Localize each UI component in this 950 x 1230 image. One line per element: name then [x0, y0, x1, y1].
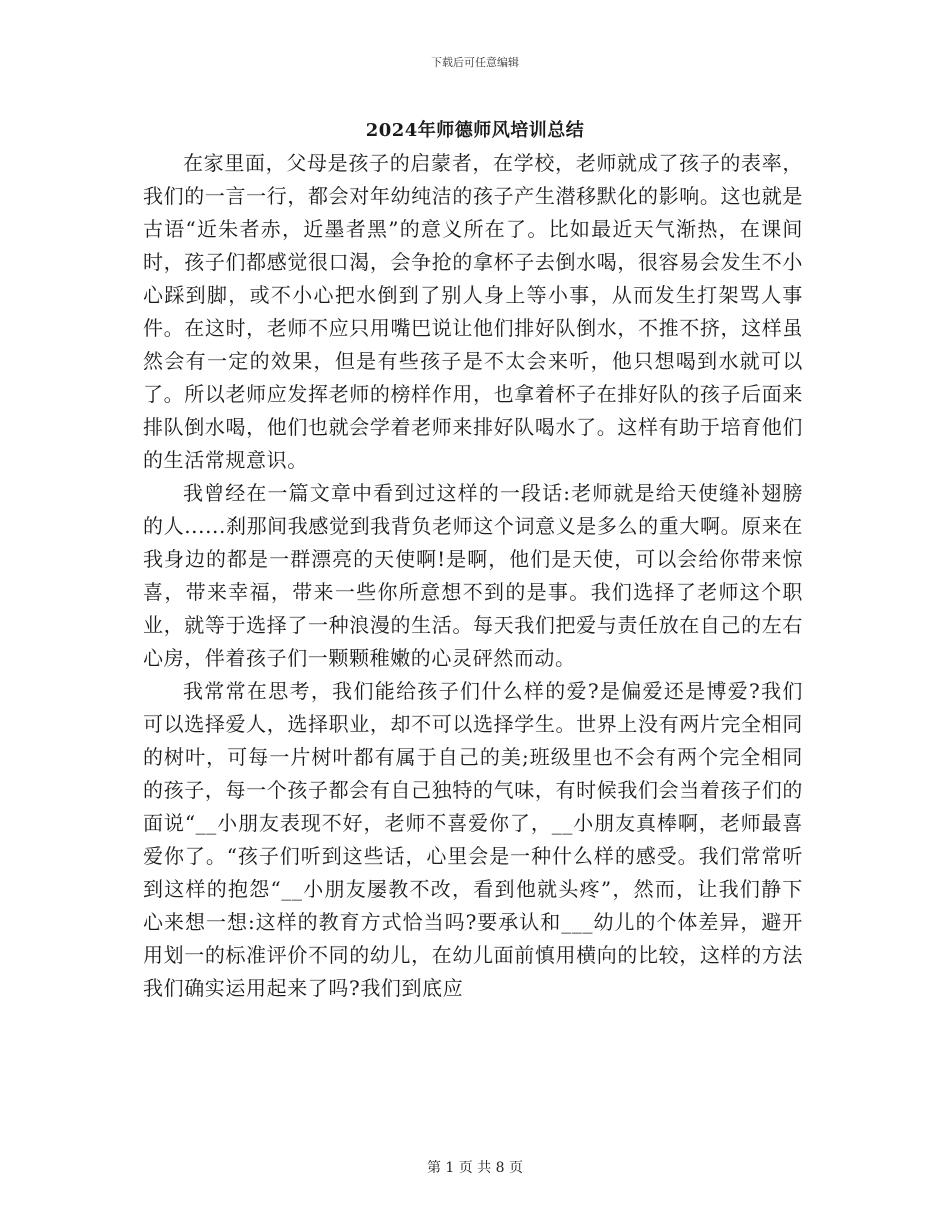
page-number: 第 1 页 共 8 页 — [426, 1160, 524, 1176]
document-title: 2024年师德师风培训总结 — [365, 120, 585, 141]
paragraph: 我曾经在一篇文章中看到过这样的一段话:老师就是给天使缝补翅膀的人......刹那间我感觉到我背负老师这个词意义是多么的重大啊。原来在我身边的都是一群漂亮的天使啊!是啊，他们是天使，可以会给你带来惊喜，带来幸福，带来一些你所意想不到的是事。我们选择了老师这个职业，就等于选择了一种浪漫的生活。每天我们把爱与责任放在自己的左右心房，伴着孩子们一颗颗稚嫩的心灵砰然而动。 — [143, 481, 803, 670]
paragraph: 在家里面，父母是孩子的启蒙者，在学校，老师就成了孩子的表率，我们的一言一行，都会对年幼纯洁的孩子产生潜移默化的影响。这也就是古语“近朱者赤，近墨者黑”的意义所在了。比如最近天气渐热，在课间时，孩子们都感觉很口渴，会争抢的拿杯子去倒水喝，很容易会发生不小心踩到脚，或不小心把水倒到了别人身上等小事，从而发生打架骂人事件。在这时，老师不应只用嘴巴说让他们排好队倒水，不推不挤，这样虽然会有一定的效果，但是有些孩子是不太会来听，他只想喝到水就可以了。所以老师应发挥老师的榜样作用，也拿着杯子在排好队的孩子后面来排队倒水喝，他们也就会学着老师来排好队喝水了。这样有助于培育他们的生活常规意识。 — [143, 151, 803, 472]
paragraph: 我常常在思考，我们能给孩子们什么样的爱?是偏爱还是博爱?我们可以选择爱人，选择职业，却不可以选择学生。世界上没有两片完全相同的树叶，可每一片树叶都有属于自己的美;班级里也不会有两个完全相同的孩子，每一个孩子都会有自己独特的气味，有时候我们会当着孩子们的面说“__小朋友表现不好，老师不喜爱你了，__小朋友真棒啊，老师最喜爱你了。“孩子们听到这些话，心里会是一种什么样的感受。我们常常听到这样的抱怨“__小朋友屡教不改，看到他就头疼”，然而，让我们静下心来想一想:这样的教育方式恰当吗?要承认和___幼儿的个体差异，避开用划一的标准评价不同的幼儿，在幼儿面前慎用横向的比较，这样的方法我们确实运用起来了吗?我们到底应 — [143, 679, 803, 1000]
document-body — [143, 147, 803, 1005]
page-header-note: 下载后可任意编辑 — [431, 56, 519, 69]
